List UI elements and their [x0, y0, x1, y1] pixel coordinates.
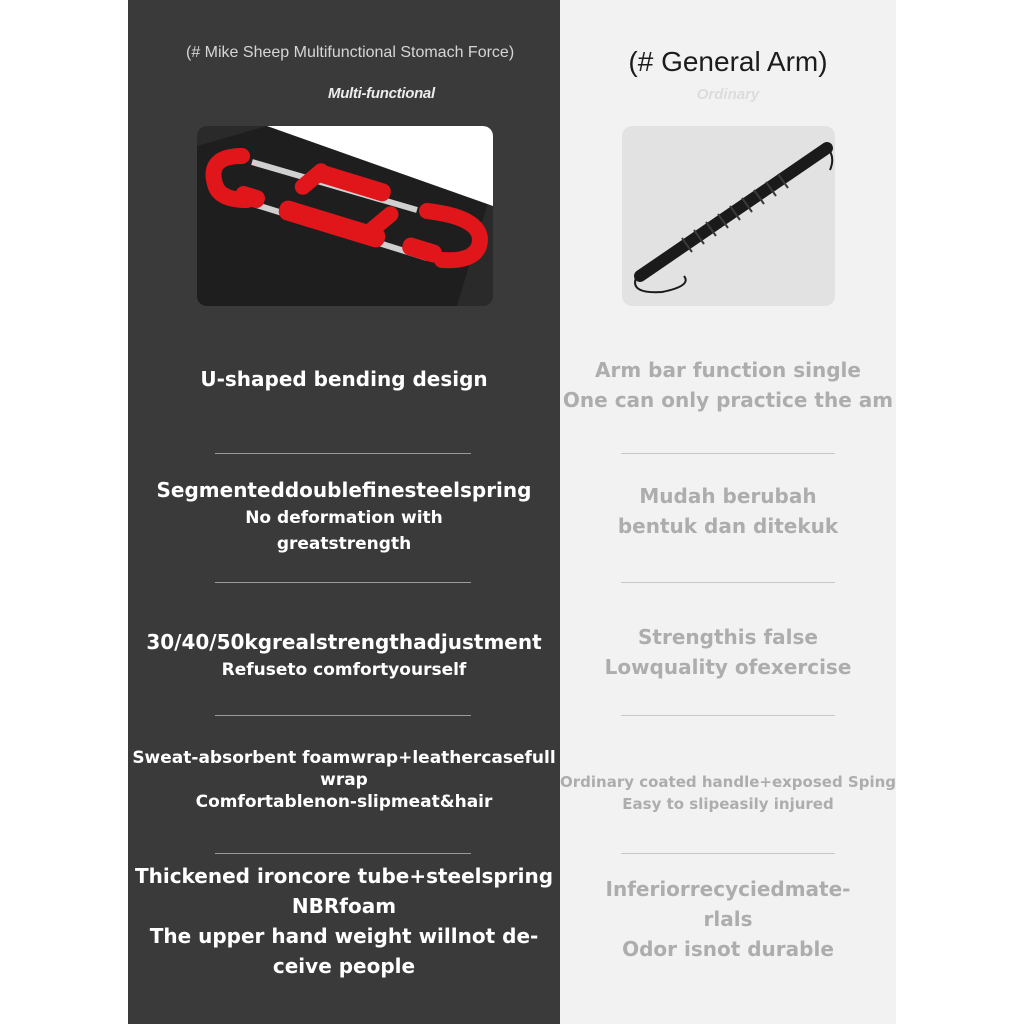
feature-line: 30/40/50kgrealstrengthadjustment: [146, 630, 542, 654]
premium-product-title: (# Mike Sheep Multifunctional Stomach Force): [186, 44, 515, 61]
divider: [621, 582, 835, 583]
comparison-row-2: [560, 481, 896, 541]
ordinary-product-image: [622, 126, 835, 306]
feature-line: Sweat-absorbent foamwrap+leathercasefull: [132, 748, 556, 768]
feature-line: wrap: [320, 770, 368, 790]
divider: [215, 715, 471, 716]
divider: [621, 853, 835, 854]
red-arm-trainer-illustration: [197, 126, 493, 306]
feature-line: NBRfoam: [291, 894, 397, 918]
feature-row-3: [128, 627, 560, 683]
feature-line: Thickened ironcore tube+steelspring: [134, 864, 554, 888]
comparison-line: Ordinary coated handle+exposed Sping: [560, 773, 896, 791]
premium-product-panel: [128, 0, 560, 1024]
divider: [215, 853, 471, 854]
comparison-line: Odor isnot durable: [622, 937, 834, 961]
divider: [621, 715, 835, 716]
feature-line: Segmenteddoublefinesteelspring: [156, 478, 532, 502]
divider: [215, 453, 471, 454]
ordinary-product-tag: Ordinary: [696, 86, 760, 103]
feature-row-1: [128, 364, 560, 394]
comparison-line: bentuk dan ditekuk: [617, 514, 839, 538]
comparison-line: Strengthis false: [638, 625, 818, 649]
feature-row-5: [128, 861, 560, 981]
comparison-line: Arm bar function single: [595, 358, 861, 382]
comparison-row-1: [560, 355, 896, 415]
comparison-line: rlals: [703, 907, 753, 931]
comparison-row-3: [560, 622, 896, 682]
feature-line: Comfortablenon-slipmeat&hair: [195, 792, 493, 812]
divider: [215, 582, 471, 583]
divider: [621, 453, 835, 454]
feature-row-4: [128, 747, 560, 813]
comparison-line: One can only practice the am: [562, 388, 894, 412]
feature-line: U-shaped bending design: [200, 367, 488, 391]
comparison-line: Easy to slipeasily injured: [622, 795, 834, 813]
comparison-line: Inferiorrecyciedmate-: [605, 877, 851, 901]
feature-row-2: [128, 475, 560, 557]
feature-line: No deformation with: [245, 508, 443, 528]
ordinary-product-title: (# General Arm): [628, 46, 828, 77]
black-arm-bar-illustration: [622, 126, 835, 306]
comparison-line: Mudah berubah: [639, 484, 817, 508]
premium-product-image: [197, 126, 493, 306]
ordinary-product-panel: [560, 0, 896, 1024]
comparison-row-4: [560, 771, 896, 815]
feature-line: ceive people: [272, 954, 416, 978]
comparison-line: Lowquality ofexercise: [604, 655, 852, 679]
feature-line: greatstrength: [276, 534, 412, 554]
comparison-row-5: [560, 874, 896, 964]
premium-product-tag: Multi-functional: [328, 85, 435, 102]
feature-line: The upper hand weight willnot de-: [149, 924, 539, 948]
feature-line: Refuseto comfortyourself: [221, 660, 467, 680]
